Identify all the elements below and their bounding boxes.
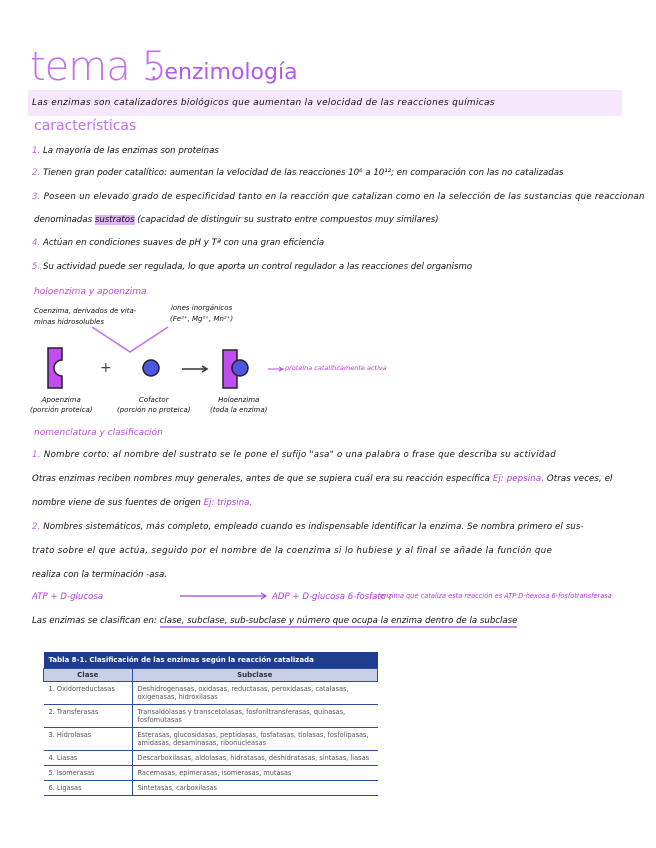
apoenzima-shape — [48, 348, 62, 388]
list-item: 2. Tienen gran poder catalítico: aumentan la velocidad de las reacciones 10⁶ a 10¹²; en comparación con las no catalizadas — [32, 168, 564, 178]
cell-subclase: Deshidrogenasas, oxidasas, reductasas, peroxidasas, catalasas, oxigenasas, hidroxilasas — [132, 682, 378, 705]
list-item: 5. Su actividad puede ser regulada, lo que aporta un control regulador a las reacciones del organismo — [32, 262, 473, 272]
column-header: Subclase — [132, 669, 378, 682]
page-subtitle: : enzimología — [150, 60, 298, 85]
note-coenzima: Coenzima, derivados de vita- minas hidrosolubles — [34, 307, 137, 326]
list-item: 4. Actúan en condiciones suaves de pH y Tª con una gran eficiencia — [32, 238, 325, 248]
connector-lines — [92, 327, 168, 352]
reaction-right: ADP + D-glucosa 6-fosfato ; — [272, 592, 392, 602]
cell-clase: 5. Isomerasas — [44, 766, 133, 781]
label-apoenzima: Apoenzima (porción proteica) — [30, 396, 93, 414]
table-row — [44, 682, 378, 705]
paragraph-line: 1. Nombre corto: al nombre del sustrato se le pone el sufijo "asa" o una palabra o frase que describa su actividad — [32, 450, 556, 460]
table-caption: Tabla 8-1. Clasificación de las enzimas según la reacción catalizada — [44, 652, 378, 669]
section-heading-holoenzima: holoenzima y apoenzima — [34, 287, 147, 297]
reaction-note: enzima que cataliza esta reacción es ATP:D-hexosa 6-fosfotransferasa — [380, 592, 612, 600]
reaction-left: ATP + D-glucosa — [32, 592, 104, 602]
highlight-sustratos: sustratos — [94, 215, 135, 225]
cell-subclase: Racemasas, epimerasas, isomerasas, mutasas — [132, 766, 378, 781]
paragraph-line: Otras enzimas reciben nombres muy generales, antes de que se supiera cuál era su reacción específica Ej: pepsina. Otras veces, el — [32, 474, 613, 484]
paragraph-line: nombre viene de sus fuentes de origen Ej: tripsina. — [32, 498, 253, 508]
cell-subclase: Descarboxilasas, aldolasas, hidratasas, deshidratasas, sintasas, liasas — [132, 751, 378, 766]
section-heading-nomenclatura: nomenclatura y clasificación — [34, 428, 163, 438]
plus-sign: + — [100, 360, 112, 376]
table-row — [44, 705, 378, 728]
label-cofactor: Cofactor (porción no proteica) — [117, 396, 191, 414]
table-row — [44, 781, 378, 796]
list-item: 1. La mayoría de las enzimas son proteínas — [32, 146, 219, 156]
column-header: Clase — [44, 669, 133, 682]
paragraph-line: 2. Nombres sistemáticos, más completo, empleado cuando es indispensable identificar la enzima. Se nombra primero el sus- — [32, 522, 584, 532]
cell-clase: 4. Liasas — [44, 751, 133, 766]
clasificacion-line: Las enzimas se clasifican en: clase, subclase, sub-subclase y número que ocupa la enzima dentro de la subclase — [32, 616, 518, 626]
classification-table — [43, 652, 378, 796]
cell-subclase: Sintetasas, carboxilasas — [132, 781, 378, 796]
result-label: proteína catalíticamente activa — [285, 364, 387, 372]
cell-subclase: Esterasas, glucosidasas, peptidasas, fosfatasas, tiolasas, fosfolipasas, amidasas, desaminasas, ribonucleasas — [132, 728, 378, 751]
cell-subclase: Transaldolasas y transcetolasas, fosforiltransferasas, quinasas, fosfomutasas — [132, 705, 378, 728]
page-title: tema 5 — [30, 44, 166, 90]
label-holoenzima: Holoenzima (toda la enzima) — [210, 396, 268, 414]
clasificacion-underlined: clase, subclase, sub-subclase y número que ocupa la enzima dentro de la subclase — [159, 616, 518, 626]
list-item: 3. Poseen un elevado grado de especificidad tanto en la reacción que catalizan como en la selección de las sustancias que reaccionan — [32, 192, 645, 202]
paragraph-line: trato sobre el que actúa, seguido por el nombre de la coenzima si lo hubiese y al final se añade la función que — [32, 546, 553, 556]
intro-text: Las enzimas son catalizadores biológicos que aumentan la velocidad de las reacciones químicas — [32, 98, 495, 108]
cell-clase: 1. Oxidorreductasas — [44, 682, 133, 705]
holoenzima-cofactor — [232, 360, 248, 376]
table-row — [44, 751, 378, 766]
cell-clase: 6. Ligasas — [44, 781, 133, 796]
table-row — [44, 766, 378, 781]
cell-clase: 2. Transferasas — [44, 705, 133, 728]
list-item: denominadas sustratos (capacidad de distinguir su sustrato entre compuestos muy similares) — [34, 215, 439, 225]
cofactor-circle — [143, 360, 159, 376]
table-row — [44, 728, 378, 751]
section-heading-caracteristicas: características — [34, 118, 137, 134]
paragraph-line: realiza con la terminación -asa. — [32, 570, 167, 580]
note-iones: iones inorgánicos (Fe²⁺, Mg²⁺, Mn²⁺) — [170, 304, 234, 323]
cell-clase: 3. Hidrolasas — [44, 728, 133, 751]
